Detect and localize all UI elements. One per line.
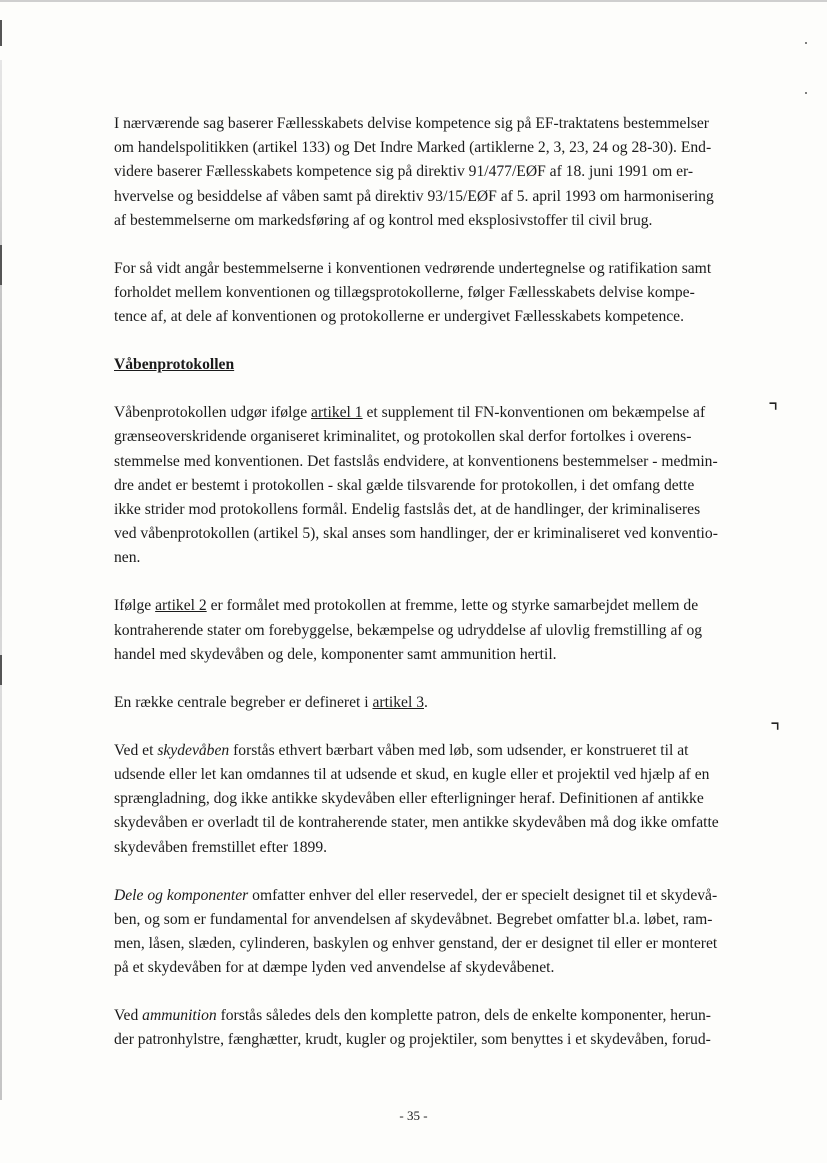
paragraph-competence (114, 112, 774, 233)
text-line: af bestemmelserne om markedsføring af og kontrol med eksplosivstoffer til civil brug. (114, 211, 653, 229)
text-line: videre baserer Fællesskabets kompetence sig på direktiv 91/477/EØF af 18. juni 1991 om er- (114, 163, 694, 181)
text-line (114, 739, 774, 763)
text-run: et supplement til FN-konventionen om bekæmpelse af (362, 404, 706, 422)
text-line (114, 401, 774, 425)
article-reference: artikel 2 (155, 597, 207, 615)
body-text (114, 112, 774, 1076)
text-line: hvervelse og besiddelse af våben samt på direktiv 93/15/EØF af 5. april 1993 om harmonisering (114, 187, 714, 205)
paragraph-article-3 (114, 691, 774, 715)
article-reference: artikel 3 (372, 693, 424, 711)
text-line: grænseoverskridende organiseret kriminalitet, og protokollen skal derfor fortolkes i overens- (114, 428, 692, 446)
defined-term: ammunition (142, 1007, 217, 1025)
binding-mark (0, 655, 2, 685)
paragraph-article-1 (114, 401, 774, 570)
binding-mark (0, 245, 2, 285)
paragraph-signature-ratification (114, 257, 774, 330)
text-line: kontraherende stater om forebyggelse, bekæmpelse og udryddelse af ulovlig fremstilling af og (114, 621, 703, 639)
defined-term: Dele og komponenter (114, 886, 249, 904)
text-line: udsende eller let kan omdannes til at udsende et skud, en kugle eller et projektil ved hjælp af en (114, 766, 710, 784)
article-reference: artikel 1 (311, 404, 363, 422)
text-line: dre andet er bestemt i protokollen - skal gælde tilsvarende for protokollen, i det omfang dette (114, 476, 695, 494)
text-line: For så vidt angår bestemmelserne i konventionen vedrørende undertegnelse og ratifikation samt (114, 259, 712, 277)
text-line: stemmelse med konventionen. Det fastslås endvidere, at konventionens bestemmelser - medmin- (114, 452, 718, 470)
text-run: En række centrale begreber er defineret i (114, 693, 373, 711)
text-run: Ved (114, 1007, 143, 1025)
text-run: omfatter enhver del eller reservedel, der er specielt designet til et skydevå- (248, 886, 718, 904)
text-line: forholdet mellem konventionen og tillægsprotokollerne, følger Fællesskabets delvise kompe- (114, 284, 695, 302)
text-line: ikke strider mod protokollens formål. Endelig fastslås det, at de handlinger, der kriminaliseres (114, 501, 701, 519)
text-line: nen. (114, 549, 141, 567)
text-line: sprængladning, dog ikke antikke skydevåben eller efterligninger heraf. Definitionen af antikke (114, 790, 704, 808)
text-run: Ved et (114, 741, 158, 759)
text-run: forstås således dels den komplette patron, dels de enkelte komponenter, herun- (216, 1007, 711, 1025)
scan-edge-left (0, 60, 2, 1100)
page-number: - 35 - (399, 1108, 428, 1123)
text-line: I nærværende sag baserer Fællesskabets delvise kompetence sig på EF-traktatens bestemmelser (114, 115, 709, 132)
text-line: tence af, at dele af konventionen og protokollerne er undergivet Fællesskabets kompetence. (114, 308, 684, 326)
margin-bracket-mark: ⌝ (768, 400, 779, 425)
text-line: men, låsen, slæden, cylinderen, baskylen og enhver genstand, der er designet til eller er monteret (114, 935, 718, 953)
text-line: handel med skydevåben og dele, komponenter samt ammunition hertil. (114, 645, 557, 663)
section-heading: Våbenprotokollen (114, 356, 235, 374)
binding-mark (0, 20, 2, 46)
text-run: . (424, 693, 428, 711)
text-line: om handelspolitikken (artikel 133) og Det Indre Marked (artiklerne 2, 3, 23, 24 og 28-30). End- (114, 139, 712, 157)
scan-speck (805, 92, 807, 94)
margin-bracket-mark: ⌝ (770, 720, 781, 745)
text-run: forstås ethvert bærbart våben med løb, som udsender, er konstrueret til at (229, 741, 689, 759)
text-line (114, 1004, 774, 1028)
text-line: ved våbenprotokollen (artikel 5), skal anses som handlinger, der er kriminaliseret ved konventio- (114, 525, 718, 543)
paragraph-definition-firearm (114, 739, 774, 860)
scan-speck (805, 42, 807, 44)
defined-term: skydevåben (157, 741, 230, 759)
text-run: er formålet med protokollen at fremme, lette og styrke samarbejdet mellem de (206, 597, 699, 615)
text-line: der patronhylstre, fænghætter, krudt, kugler og projektiler, som benyttes i et skydevåben, forud- (114, 1031, 711, 1049)
text-line: ben, og som er fundamental for anvendelsen af skydevåbnet. Begrebet omfatter bl.a. løbet, ram- (114, 910, 713, 928)
text-line: skydevåben er overladt til de kontraherende stater, men antikke skydevåben må dog ikke omfatte (114, 814, 719, 832)
text-line (114, 884, 774, 908)
text-line (114, 691, 774, 715)
text-run: Våbenprotokollen udgør ifølge (114, 404, 312, 422)
text-line: skydevåben fremstillet efter 1899. (114, 838, 328, 856)
paragraph-definition-parts (114, 884, 774, 981)
text-run: Ifølge (114, 597, 156, 615)
text-line: på et skydevåben for at dæmpe lyden ved anvendelse af skydevåbenet. (114, 959, 555, 977)
scan-edge-top (0, 0, 827, 2)
paragraph-definition-ammunition (114, 1004, 774, 1052)
text-line (114, 594, 774, 618)
paragraph-article-2 (114, 594, 774, 667)
